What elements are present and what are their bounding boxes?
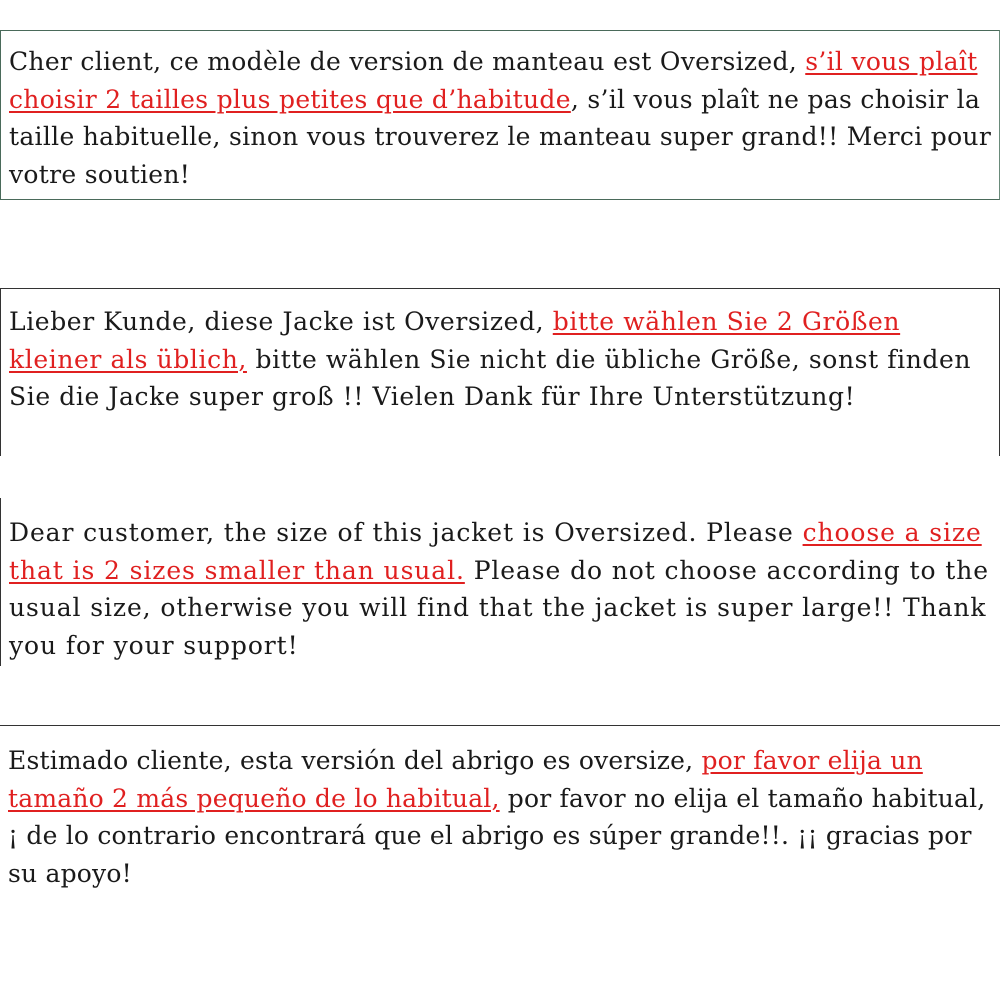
german-notice-rest: bitte wählen Sie nicht die übliche Größe, sonst finden Sie die Jacke super groß !! Vielen Dank für Ihre Unterstützung!	[9, 344, 972, 411]
french-size-notice	[0, 30, 1000, 200]
french-notice-rest: , s’il vous plaît ne pas choisir la taille habituelle, sinon vous trouverez le manteau super grand!! Merci pour votre soutien!	[9, 84, 992, 189]
spanish-notice-rest: por favor no elija el tamaño habitual, ¡ de lo contrario encontrará que el abrigo es súper grande!!. ¡¡ gracias por su apoyo!	[8, 783, 986, 888]
german-size-notice	[0, 288, 1000, 456]
spanish-notice-highlight: por favor elija un tamaño 2 más pequeño de lo habitual,	[8, 746, 923, 813]
french-notice-highlight: s’il vous plaît choisir 2 tailles plus petites que d’habitude	[9, 47, 978, 114]
french-notice-intro: Cher client, ce modèle de version de manteau est Oversized,	[9, 47, 806, 76]
german-notice-highlight: bitte wählen Sie 2 Größen kleiner als üblich,	[9, 307, 901, 374]
spanish-notice-text	[8, 742, 998, 892]
english-notice-intro: Dear customer, the size of this jacket is Oversized. Please	[9, 518, 803, 547]
english-notice-rest: Please do not choose according to the usual size, otherwise you will find that the jacket is super large!! Thank you for your support!	[9, 555, 989, 660]
english-notice-highlight: choose a size that is 2 sizes smaller than usual.	[9, 518, 982, 585]
english-size-notice	[0, 498, 1000, 666]
spanish-size-notice	[0, 725, 1000, 905]
english-notice-text	[9, 514, 998, 664]
german-notice-text	[9, 303, 997, 416]
german-notice-intro: Lieber Kunde, diese Jacke ist Oversized,	[9, 307, 553, 336]
spanish-notice-intro: Estimado cliente, esta versión del abrigo es oversize,	[8, 746, 702, 775]
french-notice-text	[9, 43, 997, 193]
